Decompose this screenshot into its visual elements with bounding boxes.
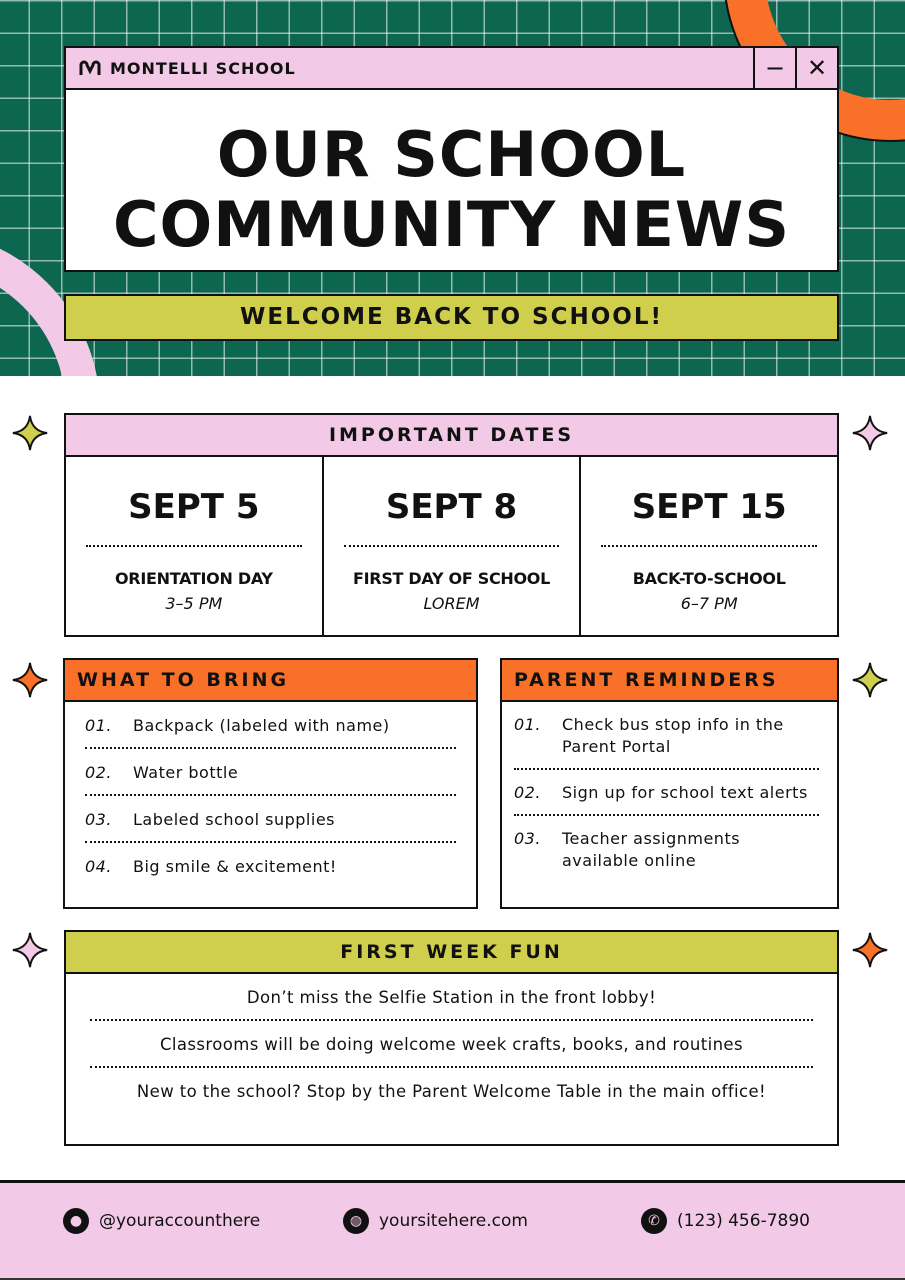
sparkle-icon xyxy=(851,414,889,452)
account-contact xyxy=(63,1208,260,1234)
title-window xyxy=(64,46,839,272)
m-logo-icon xyxy=(78,60,102,76)
section-heading: FIRST WEEK FUN xyxy=(66,932,837,974)
section-heading: WHAT TO BRING xyxy=(65,660,476,702)
school-logo xyxy=(78,59,296,78)
page-title xyxy=(66,90,837,260)
website-link[interactable]: yoursitehere.com xyxy=(379,1211,528,1231)
parent-reminders-section xyxy=(500,658,839,909)
date-label: BACK-TO-SCHOOL xyxy=(632,569,786,588)
list-item: 01. Backpack (labeled with name) xyxy=(85,702,456,749)
date-card xyxy=(66,457,324,636)
sparkle-icon xyxy=(11,661,49,699)
date-time: 6–7 PM xyxy=(680,594,738,613)
date-value: SEPT 8 xyxy=(385,487,518,527)
window-titlebar xyxy=(66,48,837,90)
date-card xyxy=(581,457,837,636)
list-item: 03. Teacher assignments available online xyxy=(514,829,741,870)
sparkle-icon xyxy=(11,931,49,969)
section-heading: PARENT REMINDERS xyxy=(502,660,837,702)
date-label: ORIENTATION DAY xyxy=(115,569,273,588)
date-time: LOREM xyxy=(423,594,480,613)
sparkle-icon xyxy=(11,414,49,452)
close-button[interactable]: ✕ xyxy=(795,48,837,88)
minimize-button[interactable]: − xyxy=(753,48,795,88)
important-dates-section xyxy=(64,413,839,637)
website-contact xyxy=(343,1208,528,1234)
phone-text[interactable]: (123) 456-7890 xyxy=(677,1211,810,1231)
first-week-fun-section xyxy=(64,930,839,1146)
globe-icon: ◍ xyxy=(343,1208,369,1234)
account-text[interactable]: @youraccounthere xyxy=(99,1211,261,1231)
welcome-banner: WELCOME BACK TO SCHOOL! xyxy=(64,294,839,341)
date-time: 3–5 PM xyxy=(165,594,223,613)
list-item: 02. Water bottle xyxy=(85,749,456,796)
date-value: SEPT 15 xyxy=(631,487,787,527)
phone-icon: ✆ xyxy=(641,1208,667,1234)
title-line-1: OUR SCHOOL xyxy=(216,118,687,191)
list-item: 03. Labeled school supplies xyxy=(85,796,456,843)
date-card xyxy=(324,457,582,636)
fun-item: New to the school? Stop by the Parent Welcome Table in the main office! xyxy=(136,1082,767,1101)
section-heading: IMPORTANT DATES xyxy=(66,415,837,457)
list-item: 01. Check bus stop info in the Parent Portal xyxy=(514,702,819,770)
fun-item: Classrooms will be doing welcome week crafts, books, and routines xyxy=(90,1021,813,1068)
list-item: 02. Sign up for school text alerts xyxy=(514,770,819,816)
date-value: SEPT 5 xyxy=(128,487,260,527)
sparkle-icon xyxy=(851,931,889,969)
date-label: FIRST DAY OF SCHOOL xyxy=(353,569,550,588)
phone-contact xyxy=(641,1208,810,1234)
what-to-bring-section xyxy=(63,658,478,909)
list-item: 04. Big smile & excitement! xyxy=(85,857,337,876)
school-name: MONTELLI SCHOOL xyxy=(110,58,296,78)
title-line-2: COMMUNITY NEWS xyxy=(113,188,790,261)
user-icon: ● xyxy=(63,1208,89,1234)
fun-item: Don’t miss the Selfie Station in the front lobby! xyxy=(90,974,813,1021)
sparkle-icon xyxy=(851,661,889,699)
footer xyxy=(0,1180,905,1280)
